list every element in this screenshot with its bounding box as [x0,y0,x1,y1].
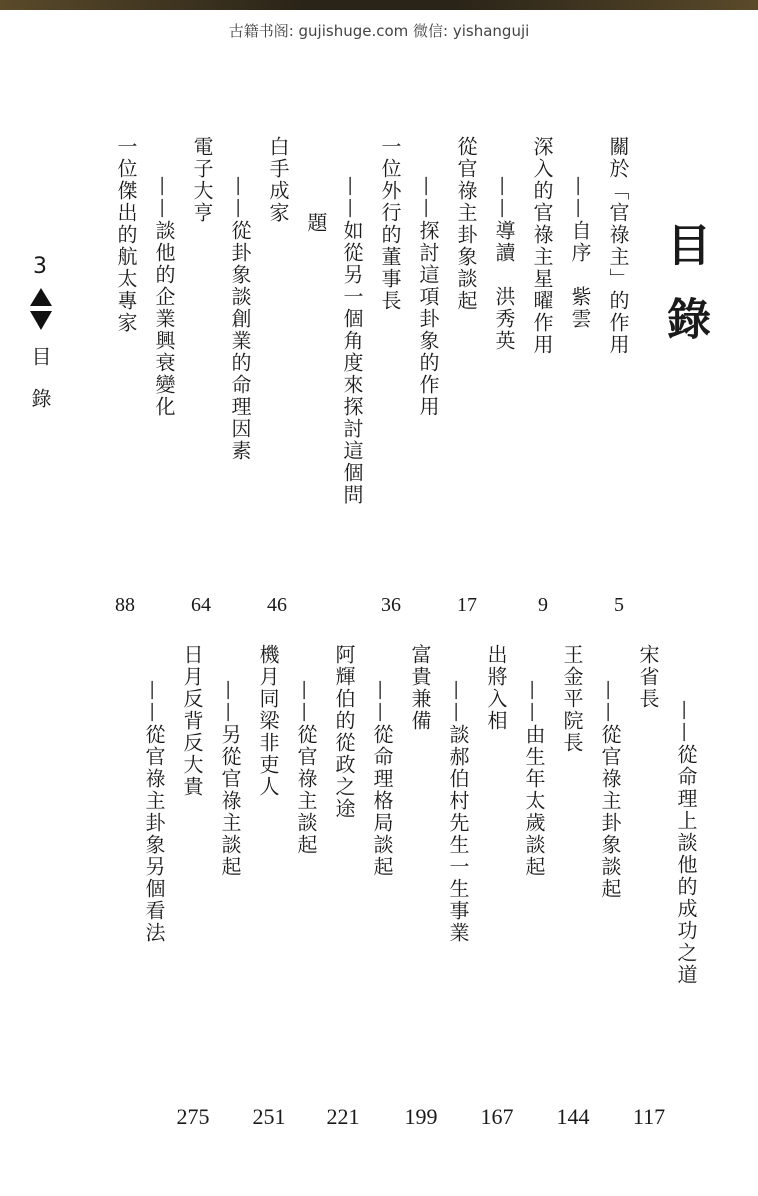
page-number-9: 9 [538,594,548,616]
page-title: 目錄 [659,222,710,370]
toc-entry-6-subtitle: ——談他的企業興衰變化 [152,176,176,418]
page-number-199: 199 [404,1104,438,1129]
page-number-117: 117 [632,1104,666,1129]
toc-entry-4-subtitle-cont: 題 [304,212,328,234]
toc-entry-13-subtitle: ——從官祿主談起 [294,680,318,856]
toc-entry-9-title: 宋省長 [636,644,660,710]
toc-entry-10-subtitle: ——由生年太歲談起 [522,680,546,878]
toc-entry-5-title: 白手成家 [266,136,290,224]
toc-entry-2-subtitle: ——導讀 洪秀英 [492,176,516,352]
toc-entry-15-title: 日月反背反大貴 [180,644,204,798]
toc-entry-10-title: 王金平院長 [560,644,584,754]
toc-entry-15-subtitle: ——從官祿主卦象另個看法 [142,680,166,944]
toc-entry-8-subtitle: ——從命理上談他的成功之道 [674,700,698,986]
margin-section-label: 目錄 [28,346,52,430]
toc-entry-11-title: 出將入相 [484,644,508,732]
page-number-167: 167 [480,1104,514,1129]
page-number-275: 275 [176,1104,210,1129]
watermark: 古籍书阁: gujishuge.com 微信: yishanguji [228,22,530,40]
toc-entry-11-subtitle: ——談郝伯村先生一生事業 [446,680,470,944]
toc-entry-6-title: 電子大亨 [190,136,214,224]
toc-entry-4-title: 一位外行的董事長 [378,136,402,312]
page-number-251: 251 [252,1104,286,1129]
toc-entry-14-subtitle: ——另從官祿主談起 [218,680,242,878]
toc-entry-4-subtitle: ——如從另一個角度來探討這個問 [340,176,364,506]
page-number-88: 88 [115,594,135,616]
page-number-46: 46 [267,594,287,616]
toc-entry-12-subtitle: ——從命理格局談起 [370,680,394,878]
toc-entry-5-subtitle: ——從卦象談創業的命理因素 [228,176,252,462]
page-number-144: 144 [556,1104,590,1129]
toc-entry-12-title: 富貴兼備 [408,644,432,732]
top-border [0,0,758,10]
toc-entry-13-title: 阿輝伯的從政之途 [332,644,356,820]
page-number-36: 36 [381,594,401,616]
page-number-5: 5 [614,594,624,616]
page-number-221: 221 [326,1104,360,1129]
toc-entry-1-title: 關於「官祿主」的作用 [606,136,630,356]
toc-entry-14-title: 機月同梁非吏人 [256,644,280,798]
page-number-64: 64 [191,594,211,616]
toc-entry-2-title: 深入的官祿主星曜作用 [530,136,554,356]
toc-entry-1-subtitle: ——自序 紫雲 [568,176,592,330]
toc-entry-7-title: 一位傑出的航太專家 [114,136,138,334]
page-number-17: 17 [457,594,477,616]
folio-number: 3 [33,254,47,279]
toc-entry-3-title: 從官祿主卦象談起 [454,136,478,312]
toc-entry-3-subtitle: ——探討這項卦象的作用 [416,176,440,418]
toc-entry-9-subtitle: ——從官祿主卦象談起 [598,680,622,900]
triangle-arrows-icon [28,286,54,332]
